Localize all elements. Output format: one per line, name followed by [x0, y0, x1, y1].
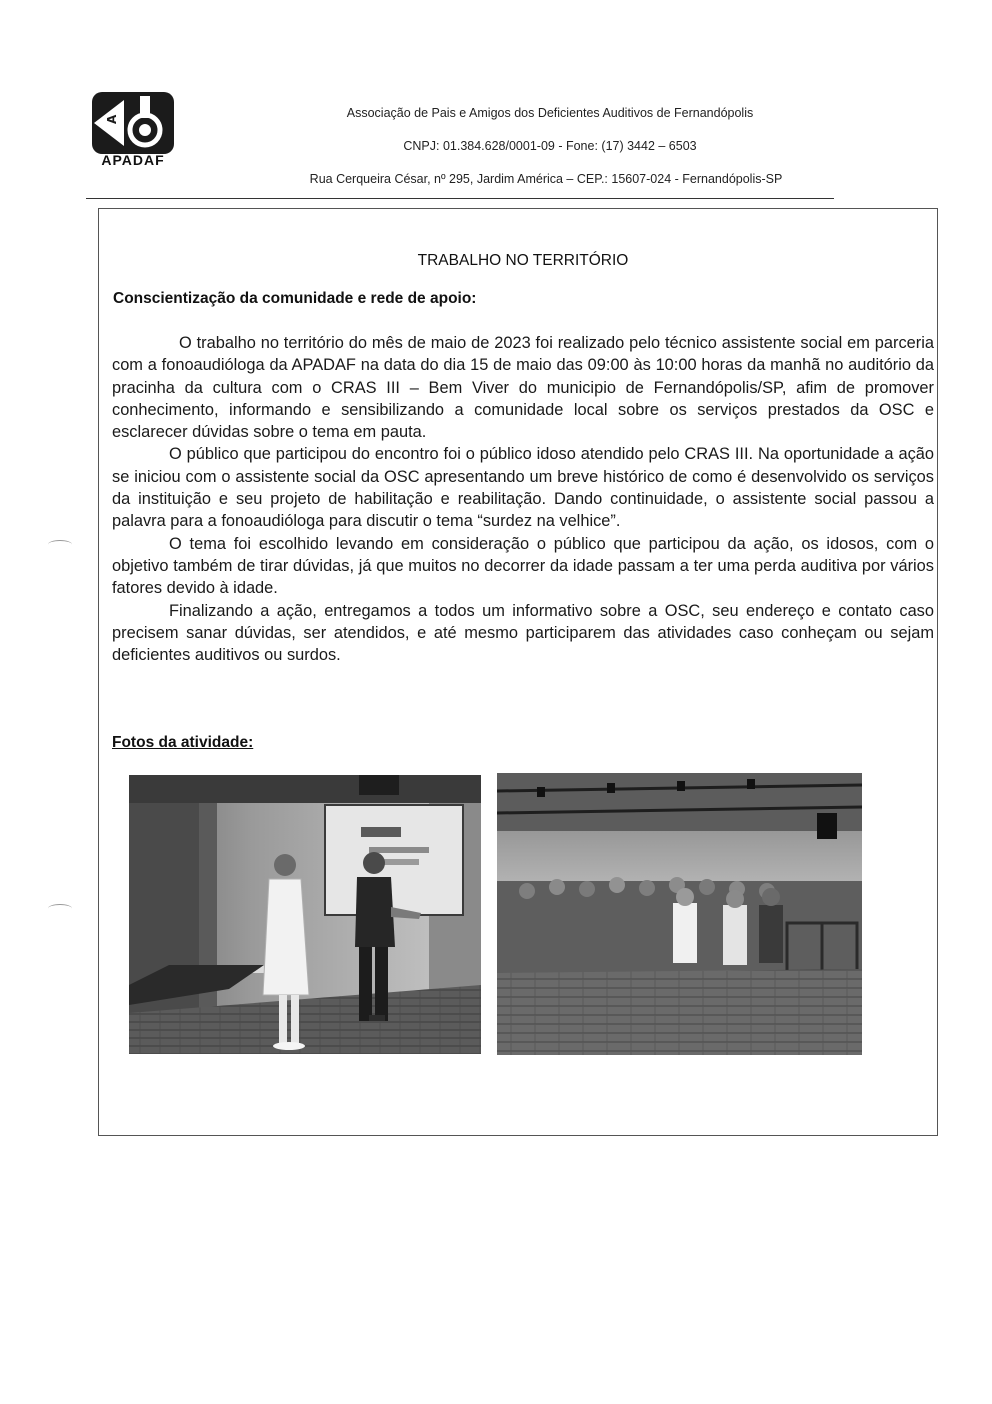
organization-name: Associação de Pais e Amigos dos Deficientes Auditivos de Fernandópolis — [346, 106, 754, 120]
paragraph-1: O trabalho no território do mês de maio de 2023 foi realizado pelo técnico assistente social em parceria com a fonoaudióloga da APADAF na data do dia 15 de maio das 09:00 às 10:00 horas da manhã no auditório da pracinha da cultura com o CRAS III – Bem Viver do municipio de Fernandópolis/SP, afim de promover conhecimento, informando e sensibilizando a comunidade local sobre os serviços prestados da OSC e esclarecer dúvidas sobre o tema em pauta. — [112, 334, 934, 442]
logo-wordmark: APADAF — [101, 152, 165, 168]
document-title: TRABALHO NO TERRITÓRIO — [417, 252, 629, 269]
paragraph-2: O público que participou do encontro foi o público idoso atendido pelo CRAS III. Na oportunidade a ação se iniciou com o assistente social da OSC apresentando um breve histórico de como é desenvolvido os serviços da instituição e seu projeto de habilitação e reabilitação. Dando continuidade, o assistente social passou a palavra para a fonoaudióloga para discutir o tema “surdez na velhice”. — [112, 445, 934, 531]
contact-info: CNPJ: 01.384.628/0001-09 - Fone: (17) 3442 – 6503 — [403, 139, 697, 153]
photo-audience — [497, 773, 862, 1055]
apadaf-logo — [86, 92, 180, 172]
report-body — [112, 332, 934, 666]
apadaf-logo-icon — [90, 92, 176, 154]
photos-label: Fotos da atividade: — [112, 734, 254, 751]
svg-text:A: A — [105, 114, 119, 124]
paragraph-3: O tema foi escolhido levando em consideração o público que participou da ação, os idosos, com o objetivo também de tirar dúvidas, já que muitos no decorrer da idade passam a ter uma perda auditiva por vários fatores devido à idade. — [112, 534, 934, 598]
address-line: Rua Cerqueira César, nº 295, Jardim América – CEP.: 15607-024 - Fernandópolis-SP — [309, 172, 783, 186]
scan-hole-mark — [48, 904, 72, 913]
photo-presentation — [129, 775, 481, 1054]
header-divider — [86, 198, 834, 199]
paragraph-4: Finalizando a ação, entregamos a todos um informativo sobre a OSC, seu endereço e contato caso precisem sanar dúvidas, ser atendidos, e até mesmo participarem das atividades caso conheçam ou sejam deficientes auditivos ou surdos. — [112, 601, 934, 665]
scan-hole-mark — [48, 540, 72, 549]
section-subtitle: Conscientização da comunidade e rede de apoio: — [113, 290, 477, 307]
